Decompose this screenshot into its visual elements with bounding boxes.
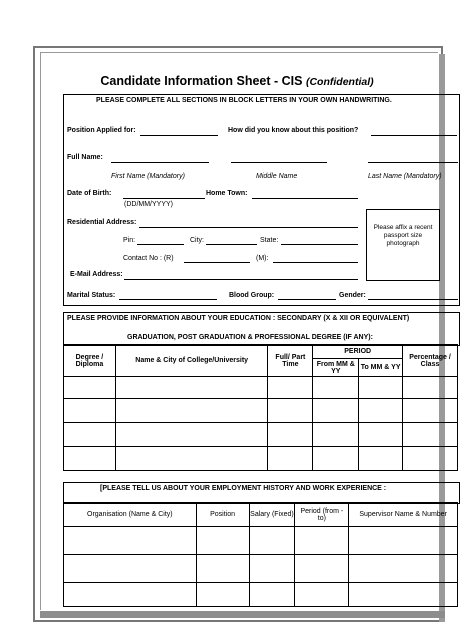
email-field[interactable]	[124, 279, 358, 280]
city-field[interactable]	[206, 244, 257, 245]
last-name-field[interactable]	[368, 162, 458, 163]
title-text: Candidate Information Sheet - CIS	[100, 74, 303, 88]
contact-r-field[interactable]	[184, 262, 250, 263]
education-row[interactable]	[64, 423, 458, 447]
email-label: E-Mail Address:	[70, 271, 123, 278]
col-position: Position	[196, 503, 249, 527]
pin-label: Pin:	[123, 237, 136, 244]
form-title	[0, 74, 474, 88]
frame-shadow-bottom	[40, 611, 445, 618]
education-row[interactable]	[64, 447, 458, 471]
marital-field[interactable]	[119, 299, 217, 300]
city-label: City:	[190, 237, 204, 244]
state-label: State:	[260, 237, 279, 244]
instruction-text: PLEASE COMPLETE ALL SECTIONS IN BLOCK LETTERS IN YOUR OWN HANDWRITING.	[96, 97, 392, 104]
employment-row[interactable]	[64, 583, 458, 607]
col-organisation: Organisation (Name & City)	[64, 503, 197, 527]
col-college: Name & City of College/University	[115, 345, 268, 377]
col-degree: Degree / Diploma	[64, 345, 116, 377]
address-label: Residential Address:	[67, 219, 137, 226]
dob-field[interactable]	[123, 198, 205, 199]
col-fulltime: Full/ Part Time	[268, 345, 313, 377]
col-to: To MM & YY	[359, 359, 403, 377]
fullname-label: Full Name:	[67, 154, 103, 161]
title-confidential: (Confidential)	[305, 76, 374, 88]
middle-name-hint: Middle Name	[256, 173, 298, 180]
contact-label: Contact No : (R)	[123, 255, 174, 262]
employment-table	[63, 502, 458, 607]
col-period: PERIOD	[313, 345, 403, 359]
pin-field[interactable]	[137, 244, 184, 245]
photo-instruction: Please affix a recent passport size photograph	[373, 224, 433, 247]
position-field[interactable]	[140, 135, 218, 136]
marital-label: Marital Status:	[67, 292, 116, 299]
employment-row[interactable]	[64, 527, 458, 555]
education-subheading: GRADUATION, POST GRADUATION & PROFESSIONAL DEGREE (IF ANY):	[127, 334, 373, 341]
state-field[interactable]	[281, 244, 358, 245]
education-row[interactable]	[64, 399, 458, 423]
gender-field[interactable]	[368, 299, 458, 300]
col-from: From MM & YY	[313, 359, 359, 377]
last-name-hint: Last Name (Mandatory)	[368, 173, 442, 180]
dob-format: (DD/MM/YYYY)	[124, 201, 173, 208]
education-heading: PLEASE PROVIDE INFORMATION ABOUT YOUR EDUCATION : SECONDARY (X & XII OR EQUIVALENT)	[67, 315, 410, 322]
education-row[interactable]	[64, 377, 458, 399]
mobile-field[interactable]	[273, 262, 358, 263]
dob-label: Date of Birth:	[67, 190, 112, 197]
employment-row[interactable]	[64, 555, 458, 583]
blood-field[interactable]	[278, 299, 336, 300]
photo-box	[366, 209, 440, 281]
middle-name-field[interactable]	[231, 162, 327, 163]
col-supervisor: Supervisor Name & Number	[349, 503, 458, 527]
how-label: How did you know about this position?	[228, 127, 359, 134]
first-name-field[interactable]	[111, 162, 209, 163]
blood-label: Blood Group:	[229, 292, 275, 299]
hometown-label: Home Town:	[206, 190, 248, 197]
hometown-field[interactable]	[252, 198, 358, 199]
col-salary: Salary (Fixed)	[249, 503, 295, 527]
address-field[interactable]	[139, 227, 358, 228]
employment-heading: [PLEASE TELL US ABOUT YOUR EMPLOYMENT HISTORY AND WORK EXPERIENCE :	[100, 485, 387, 492]
col-percentage: Percentage / Class	[403, 345, 458, 377]
gender-label: Gender:	[339, 292, 366, 299]
col-emp-period: Period (from - to)	[295, 503, 349, 527]
education-table	[63, 344, 458, 471]
frame-inner-line	[40, 52, 41, 610]
how-field[interactable]	[371, 135, 457, 136]
position-label: Position Applied for:	[67, 127, 136, 134]
mobile-label: (M):	[256, 255, 269, 262]
first-name-hint: First Name (Mandatory)	[111, 173, 185, 180]
frame-top-line	[40, 52, 438, 53]
